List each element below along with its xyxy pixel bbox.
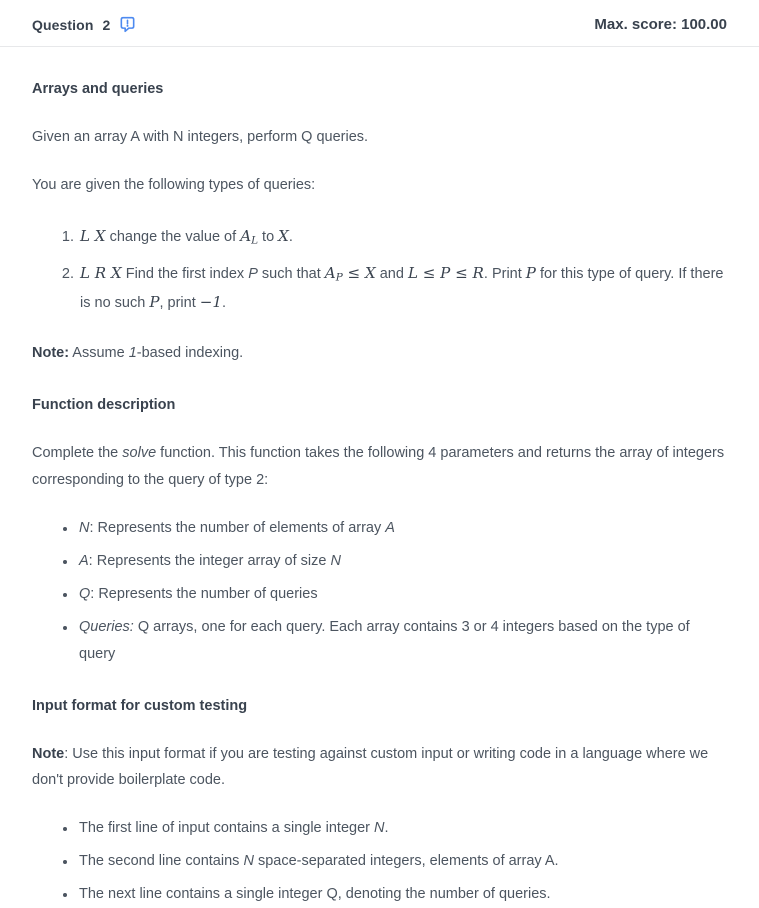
alert-bubble-icon xyxy=(119,16,136,33)
list-item: • A: Represents the integer array of size N xyxy=(77,548,727,575)
parameters-list xyxy=(32,515,727,668)
list-item: 2. L R X Find the first index P such that AP ≤ X and L ≤ P ≤ R. Print P for this type of query. If there is no such P, print −1. xyxy=(78,259,727,317)
question-title-group xyxy=(32,16,136,33)
list-item: 1. L X change the value of AL to X. xyxy=(78,222,727,251)
problem-statement xyxy=(0,76,759,908)
function-description-heading: Function description xyxy=(32,396,176,413)
list-item: • The first line of input contains a single integer N. xyxy=(77,815,727,842)
query-types-list xyxy=(32,222,727,317)
input-format-heading: Input format for custom testing xyxy=(32,697,248,714)
input-note: Note: Use this input format if you are testing against custom input or writing code in a language where we don't provide boilerplate code. xyxy=(32,745,709,789)
list-item: • Queries: Q arrays, one for each query. Each array contains 3 or 4 integers based on the type of query xyxy=(77,614,727,668)
paragraph-given: Given an array A with N integers, perform Q queries. xyxy=(32,128,369,145)
list-item: • The second line contains N space-separated integers, elements of array A. xyxy=(77,848,727,875)
input-lines-list xyxy=(32,815,727,908)
list-item: • N: Represents the number of elements of array A xyxy=(77,515,727,542)
question-number: 2 xyxy=(102,16,111,33)
problem-title: Arrays and queries xyxy=(32,81,164,97)
list-item: • Q: Represents the number of queries xyxy=(77,581,727,608)
report-issue-button[interactable] xyxy=(119,16,136,33)
max-score: Max. score: 100.00 xyxy=(594,16,727,33)
paragraph-query-types: You are given the following types of queries: xyxy=(32,176,316,193)
list-item: • The next line contains a single integer Q, denoting the number of queries. xyxy=(77,881,727,908)
question-label: Question xyxy=(32,16,94,33)
paragraph-solve: Complete the solve function. This function takes the following 4 parameters and returns the array of integers corresponding to the query of type 2: xyxy=(32,444,725,488)
note-indexing: Note: Assume 1-based indexing. xyxy=(32,344,244,361)
question-header xyxy=(0,0,759,47)
